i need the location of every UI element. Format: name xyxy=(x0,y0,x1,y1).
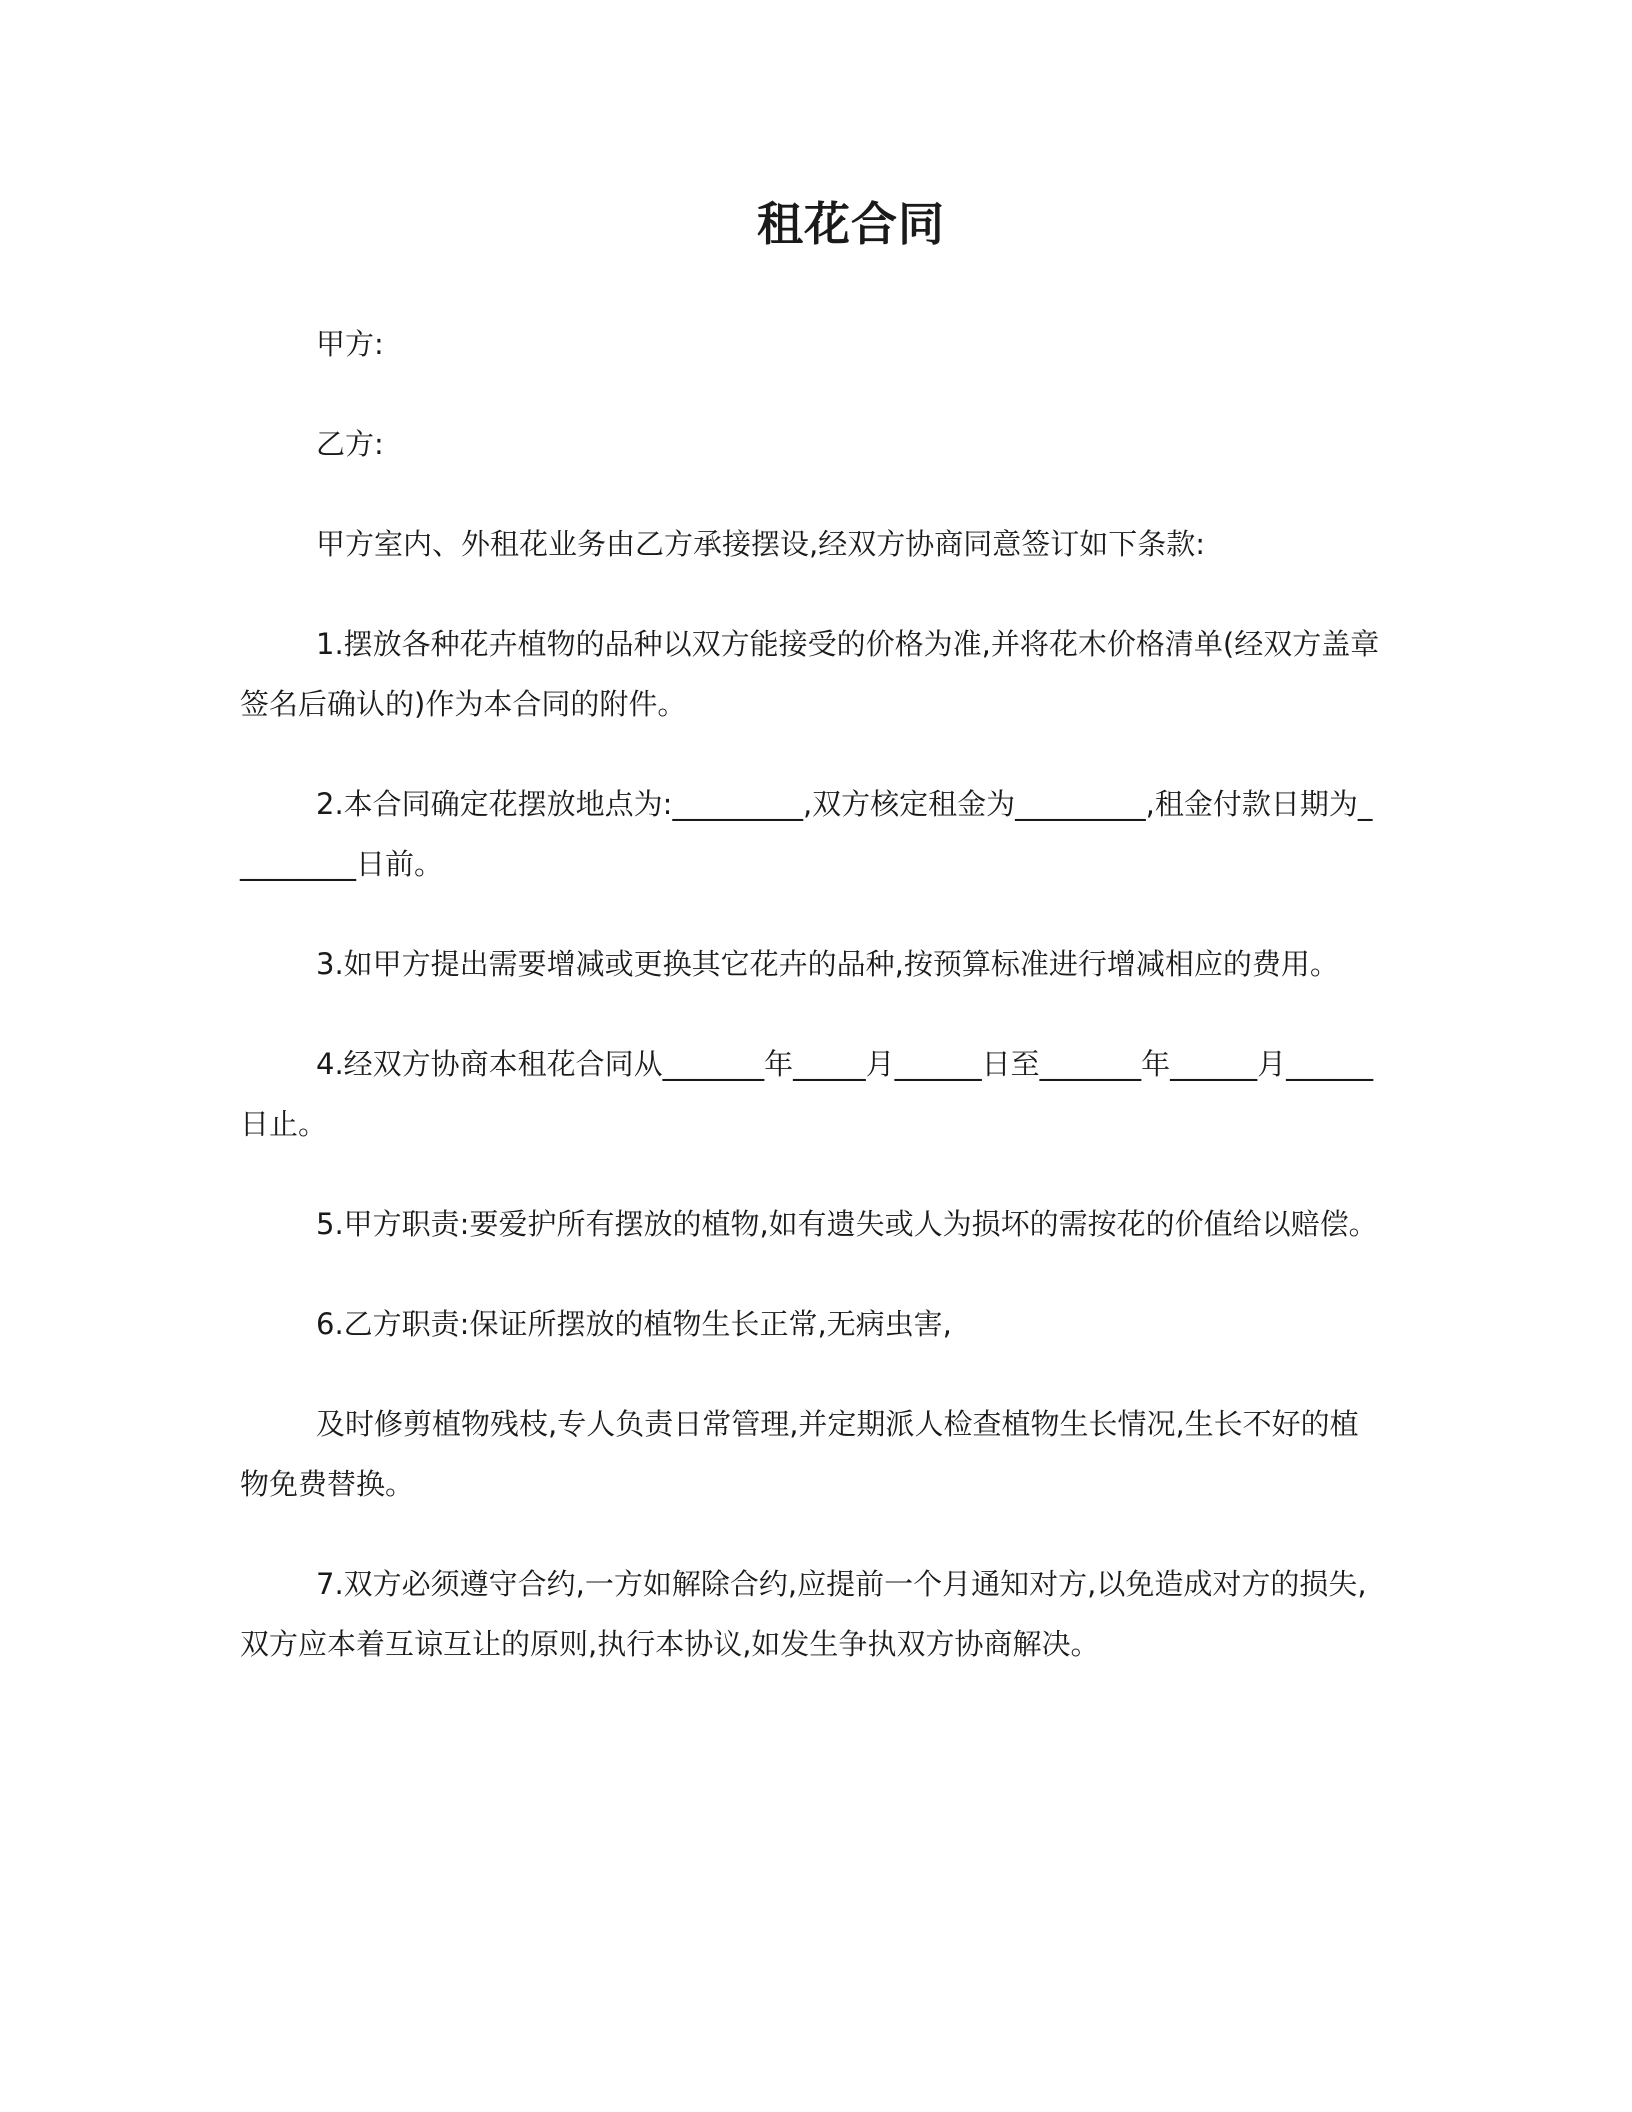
party-b-line: 乙方: xyxy=(316,427,384,461)
preamble-paragraph: 甲方室内、外租花业务由乙方承接摆设,经双方协商同意签订如下条款: xyxy=(316,527,1205,561)
clause-7: 7.双方必须遵守合约,一方如解除合约,应提前一个月通知对方,以免造成对方的损失,双方应本着互谅互让的原则,执行本协议,如发生争执双方协商解决。 xyxy=(240,1567,1367,1661)
clause-3: 3.如甲方提出需要增减或更换其它花卉的品种,按预算标准进行增减相应的费用。 xyxy=(316,947,1339,981)
document-body xyxy=(240,314,1382,1714)
clause-1: 1.摆放各种花卉植物的品种以双方能接受的价格为准,并将花木价格清单(经双方盖章签名后确认的)作为本合同的附件。 xyxy=(240,627,1380,721)
clause-4: 4.经双方协商本租花合同从_______年_____月______日至_______年______月______日止。 xyxy=(240,1047,1374,1141)
clause-6-continued: 及时修剪植物残枝,专人负责日常管理,并定期派人检查植物生长情况,生长不好的植物免费替换。 xyxy=(240,1407,1359,1501)
document-title: 租花合同 xyxy=(757,197,945,251)
clause-6: 6.乙方职责:保证所摆放的植物生长正常,无病虫害, xyxy=(316,1307,952,1341)
party-a-line: 甲方: xyxy=(316,327,384,361)
clause-2: 2.本合同确定花摆放地点为:_________,双方核定租金为_________,租金付款日期为_________日前。 xyxy=(240,787,1373,881)
clause-5: 5.甲方职责:要爱护所有摆放的植物,如有遗失或人为损坏的需按花的价值给以赔偿。 xyxy=(316,1207,1378,1241)
